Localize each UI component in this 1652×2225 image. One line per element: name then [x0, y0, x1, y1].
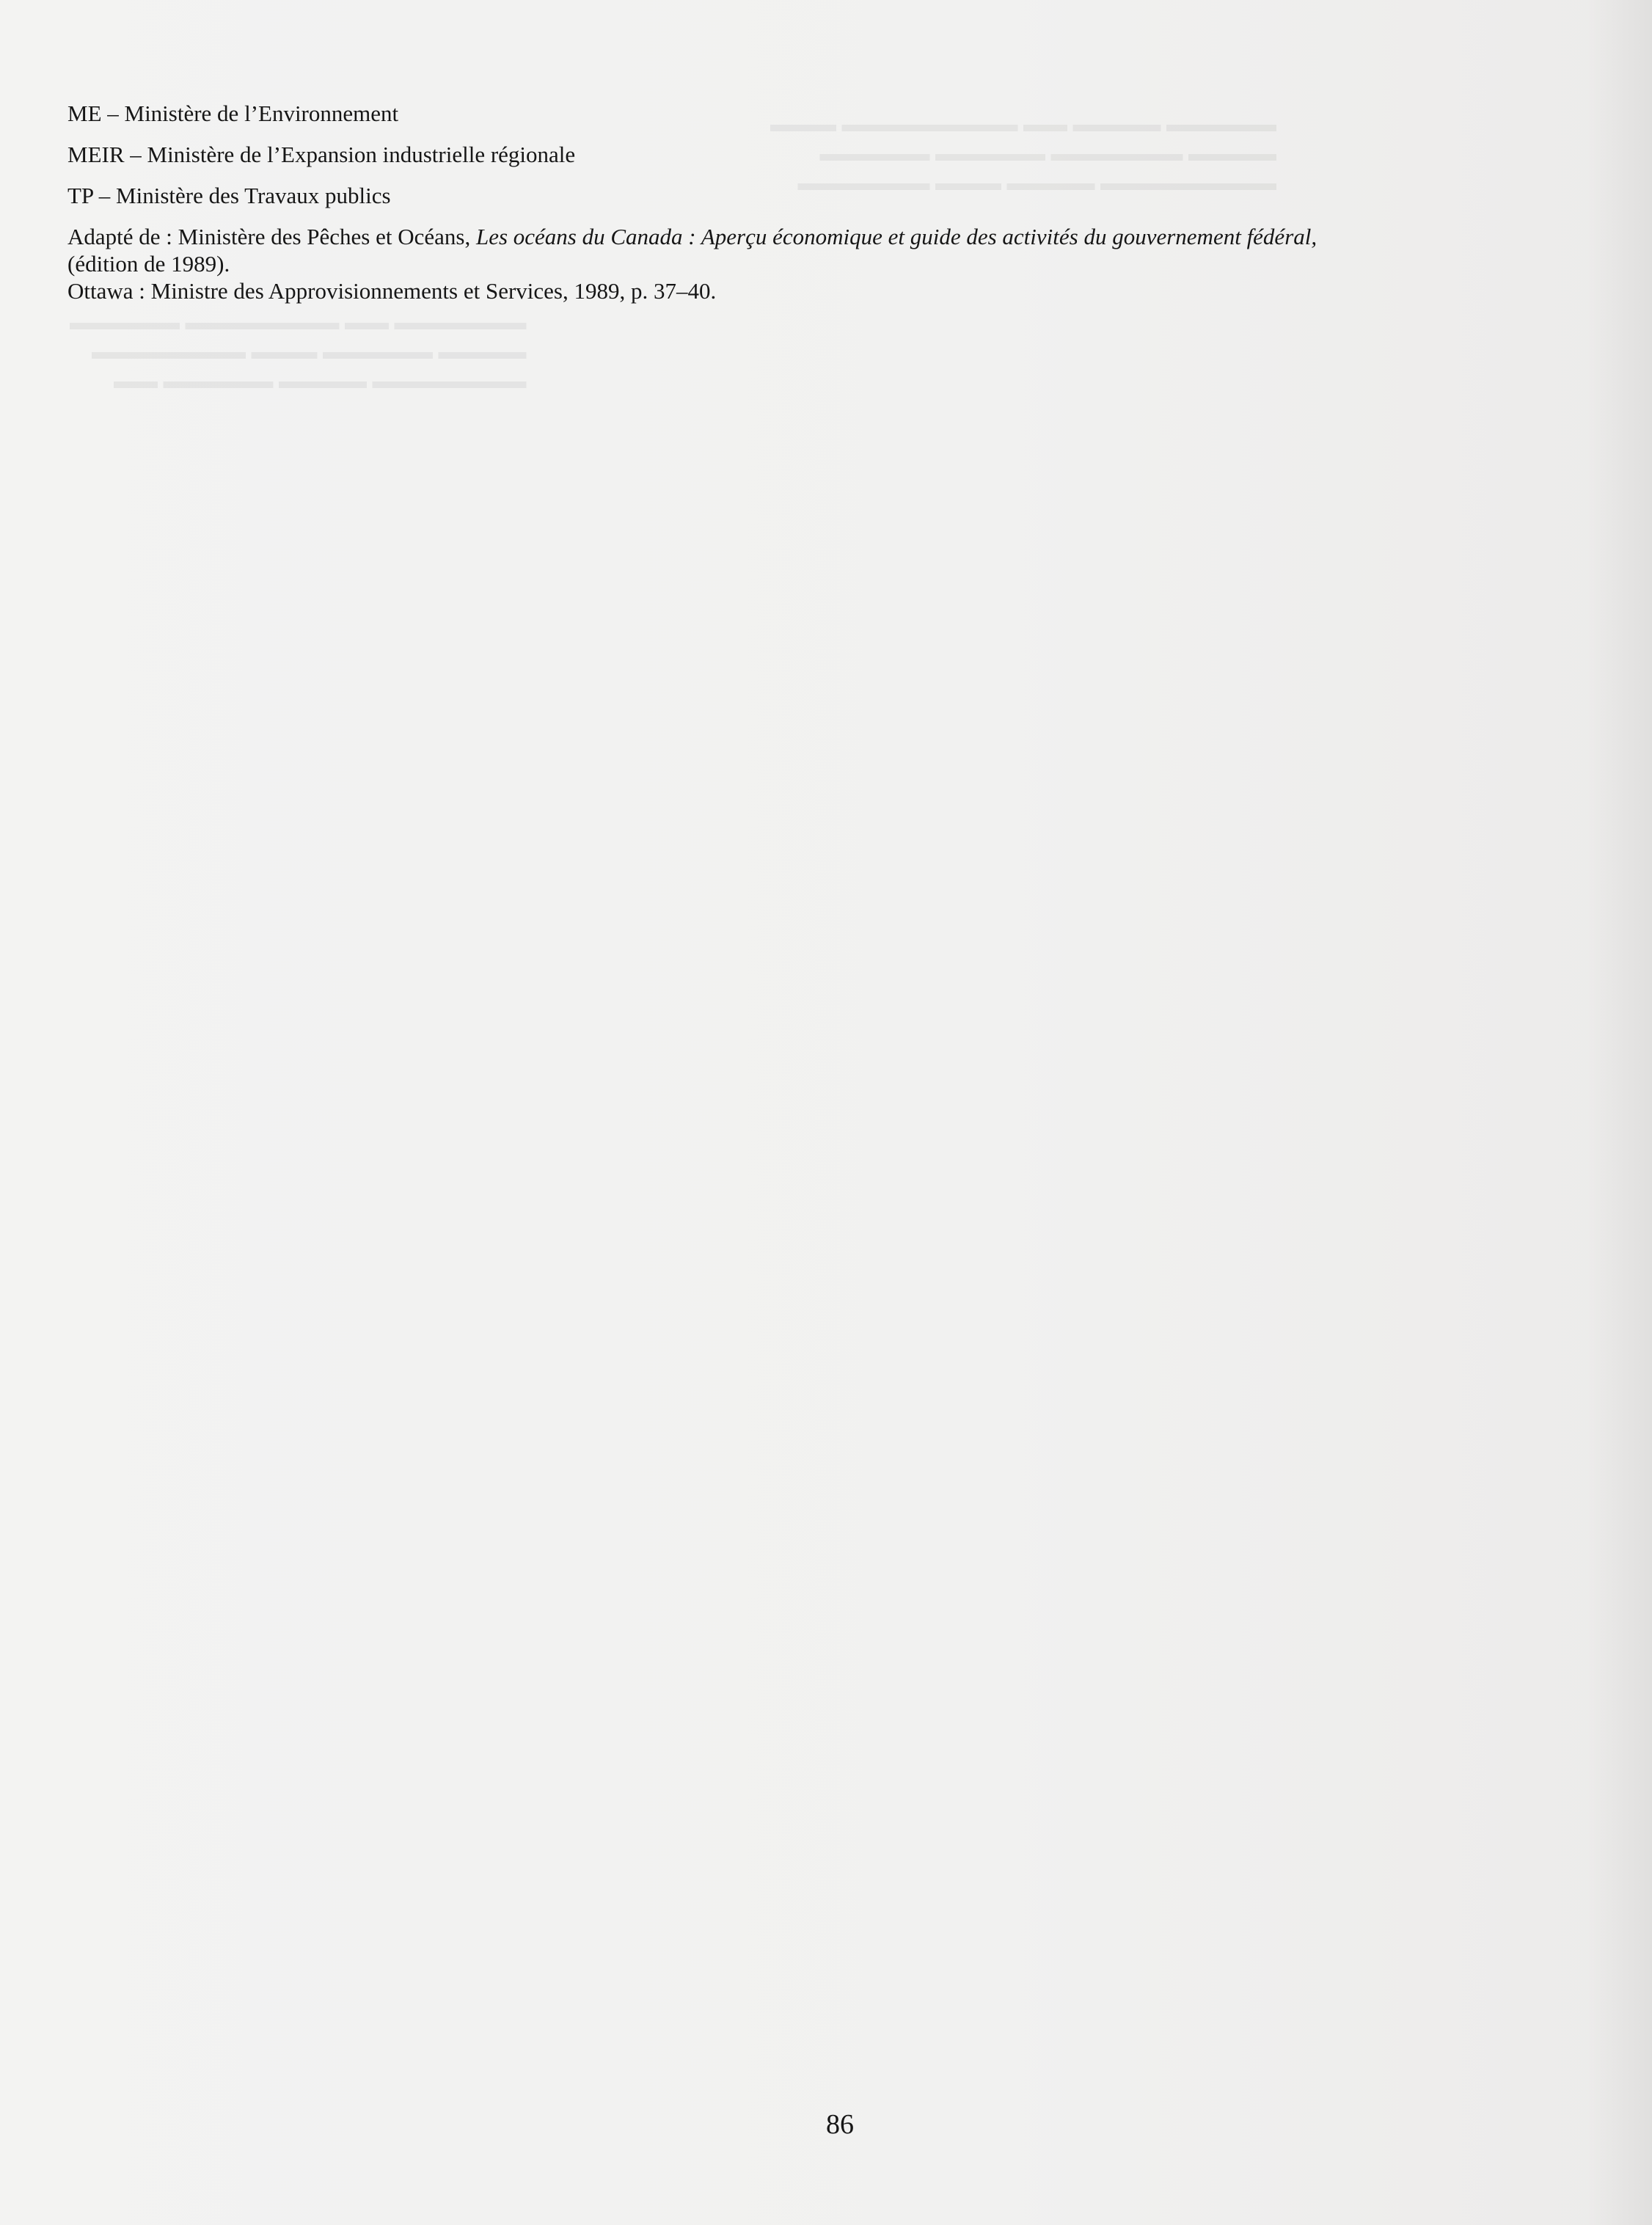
bleed-through-text: ▬▬▬▬▬ ▬▬▬▬ ▬▬ ▬▬▬▬▬▬▬▬ ▬▬▬ ▬▬▬▬ ▬▬▬▬▬▬ ▬▬▬▬▬ ▬▬▬▬▬ ▬▬▬▬▬▬▬▬ ▬▬▬▬ ▬▬▬ ▬▬▬▬▬▬ — [770, 112, 1276, 195]
abbreviation-meir: MEIR – Ministère de l’Expansion industrielle régionale — [67, 142, 576, 167]
abbreviation-notes — [67, 100, 1535, 304]
abbreviation-me: ME – Ministère de l’Environnement — [67, 101, 399, 126]
abbreviation-tp: TP – Ministère des Travaux publics — [67, 183, 391, 208]
source-title: Les océans du Canada : Aperçu économique et guide des activités du gouvernement fédéral, — [475, 224, 1317, 249]
source-citation — [67, 223, 1535, 304]
page-number: 86 — [826, 2109, 854, 2140]
source-publisher: Ottawa : Ministre des Approvisionnements et Services, 1989, p. 37–40. — [67, 278, 717, 304]
source-prefix: Adapté de : Ministère des Pêches et Océans, — [67, 224, 476, 249]
bleed-through-text: ▬▬▬▬▬▬ ▬▬ ▬▬▬▬▬▬▬ ▬▬▬▬▬ ▬▬▬▬ ▬▬▬▬▬ ▬▬▬ ▬▬▬▬▬▬▬ ▬▬▬▬▬▬▬ ▬▬▬▬ ▬▬▬▬▬ ▬▬ — [70, 310, 527, 393]
source-line-1 — [67, 223, 1535, 250]
page-edge-shadow — [1586, 0, 1652, 2225]
source-edition: (édition de 1989). — [67, 251, 230, 277]
